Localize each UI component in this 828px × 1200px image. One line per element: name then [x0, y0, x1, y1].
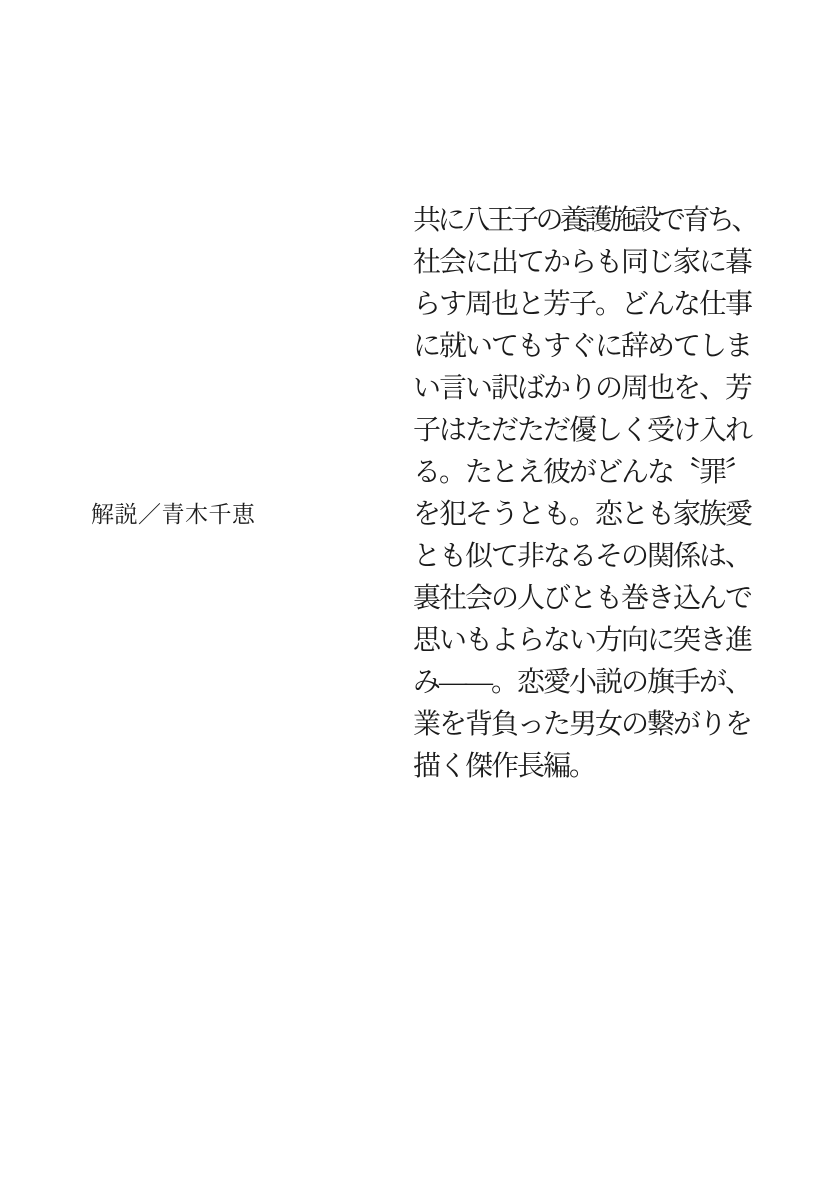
synopsis-line: 思いもよらない方向に突き進	[413, 625, 752, 656]
synopsis-line: を犯そうとも。恋とも家族愛	[413, 499, 752, 530]
synopsis-line: に就いてもすぐに辞めてしま	[413, 331, 752, 362]
synopsis-line: み――。恋愛小説の旗手が、	[413, 667, 752, 698]
synopsis-line: 描く傑作長編。	[413, 751, 596, 782]
synopsis-line: る。たとえ彼がどんな〝罪〞	[413, 457, 752, 488]
synopsis-line: い言い訳ばかりの周也を、芳	[413, 373, 752, 404]
synopsis-line: とも似て非なるその関係は、	[413, 541, 752, 572]
synopsis-line: 業を背負った男女の繋がりを	[413, 709, 752, 740]
synopsis-line: 社会に出てからも同じ家に暮	[413, 247, 752, 278]
synopsis-text	[413, 200, 756, 788]
synopsis-line: 裏社会の人びとも巻き込んで	[413, 583, 752, 614]
synopsis-line: らす周也と芳子。どんな仕事	[413, 289, 752, 320]
synopsis-line: 子はただただ優しく受け入れ	[413, 415, 752, 446]
commentary-credit: 解説／青木千恵	[91, 502, 256, 527]
synopsis-line: 共に八王子の養護施設で育ち、	[413, 205, 757, 236]
